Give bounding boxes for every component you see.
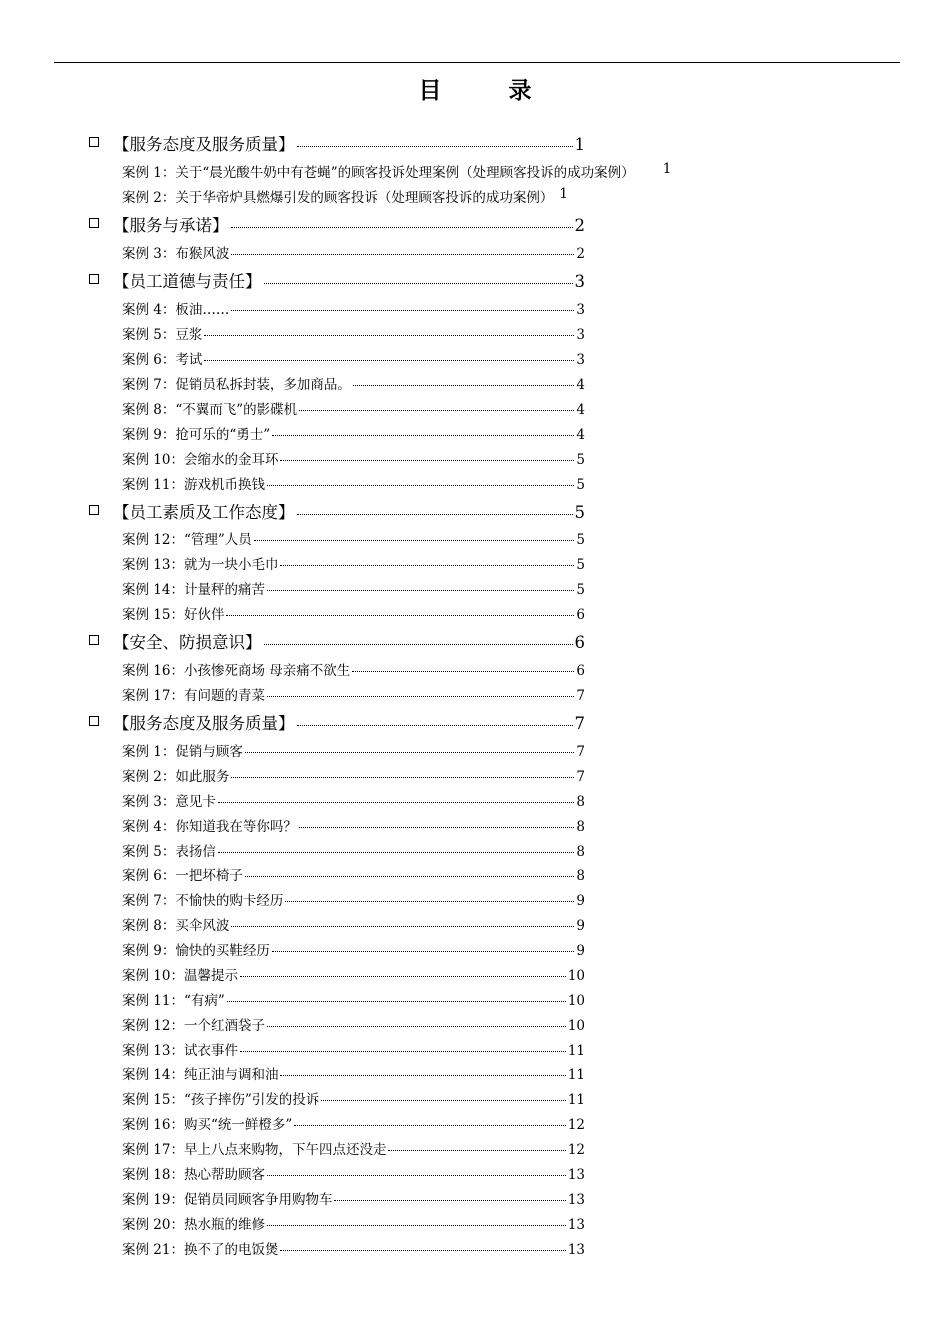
dot-leader	[334, 1200, 565, 1201]
checkbox-bullet-icon	[89, 716, 99, 726]
toc-entry-title: 案例 5：表扬信	[122, 844, 216, 860]
toc-entry-title: 案例 21：换不了的电饭煲	[122, 1242, 279, 1258]
toc-entry-title: 案例 6：一把坏椅子	[122, 868, 243, 884]
checkbox-bullet-icon	[89, 137, 99, 147]
toc-entry-title: 案例 7：不愉快的购卡经历	[122, 893, 284, 909]
toc-page-number: 5	[574, 503, 585, 522]
dot-leader	[353, 385, 575, 386]
dot-leader	[267, 485, 574, 486]
dot-leader	[280, 565, 574, 566]
toc-page-number: 3	[576, 352, 585, 368]
toc-entry-title: 案例 17：有问题的青菜	[122, 688, 265, 704]
toc-entry-title: 案例 11：“有病”	[122, 993, 225, 1009]
toc-entry-title: 案例 1：促销与顾客	[122, 744, 243, 760]
toc-entry-title: 案例 9：愉快的买鞋经历	[122, 943, 270, 959]
toc-section-title: 【安全、防损意识】	[113, 633, 262, 652]
checkbox-bullet-icon	[89, 218, 99, 228]
toc-page-number: 13	[567, 1167, 585, 1183]
toc-page-number: 2	[576, 246, 585, 262]
dot-leader	[264, 644, 573, 645]
toc-page-number: 5	[576, 477, 585, 493]
toc-page-number: 11	[567, 1067, 585, 1083]
dot-leader	[267, 590, 574, 591]
toc-entry-title: 案例 13：试衣事件	[122, 1043, 238, 1059]
toc-entry-title: 案例 14：纯正油与调和油	[122, 1067, 279, 1083]
toc-page-number: 8	[576, 794, 585, 810]
dot-leader	[280, 1250, 565, 1251]
dot-leader	[352, 671, 574, 672]
dot-leader	[297, 146, 573, 147]
toc-page-number: 4	[576, 427, 585, 443]
toc-entry-title: 案例 10：温馨提示	[122, 968, 238, 984]
toc-page-number: 7	[574, 714, 585, 733]
dot-leader	[204, 360, 574, 361]
toc-entry-title: 案例 18：热心帮助顾客	[122, 1167, 265, 1183]
dot-leader	[226, 615, 574, 616]
toc-page-number: 3	[574, 272, 585, 291]
toc-page-number: 11	[567, 1092, 585, 1108]
dot-leader	[267, 1026, 566, 1027]
toc-entry-title: 案例 9：抢可乐的“勇士”	[122, 427, 271, 443]
toc-page-number: 13	[567, 1192, 585, 1208]
dot-leader	[272, 951, 575, 952]
toc-entry-title: 案例 17：早上八点来购物，下午四点还没走	[122, 1142, 387, 1158]
toc-entry-title: 案例 3：意见卡	[122, 794, 216, 810]
dot-leader	[299, 827, 575, 828]
toc-entry-title: 案例 2：关于华帝炉具燃爆引发的顾客投诉（处理顾客投诉的成功案例）	[122, 190, 554, 206]
dot-leader	[272, 435, 574, 436]
toc-page-number: 9	[576, 943, 585, 959]
dot-leader	[204, 335, 574, 336]
toc-entry-title: 案例 16：小孩惨死商场 母亲痛不欲生	[122, 663, 351, 679]
checkbox-bullet-icon	[89, 274, 99, 284]
toc-page-number: 5	[576, 557, 585, 573]
toc-section-title: 【员工素质及工作态度】	[113, 503, 295, 522]
dot-leader	[388, 1150, 565, 1151]
toc-entry-title: 案例 12：一个红酒袋子	[122, 1018, 265, 1034]
dot-leader	[231, 310, 574, 311]
toc-page-number: 7	[576, 688, 585, 704]
toc-page-number: 7	[576, 744, 585, 760]
toc-page-number: 10	[567, 968, 585, 984]
toc-page-number: 8	[576, 819, 585, 835]
toc-page-number: 6	[574, 633, 585, 652]
toc-section-title: 【服务态度及服务质量】	[113, 135, 295, 154]
toc-page-number: 10	[567, 993, 585, 1009]
dot-leader	[267, 696, 574, 697]
toc-page-number: 3	[576, 302, 585, 318]
toc-entry-title: 案例 5：豆浆	[122, 327, 203, 343]
toc-section-title: 【员工道德与责任】	[113, 272, 262, 291]
dot-leader	[231, 254, 574, 255]
page-title: 目 录	[418, 78, 554, 104]
toc-page-number: 1	[559, 186, 568, 202]
dot-leader	[321, 1100, 566, 1101]
toc-entry-title: 案例 2：如此服务	[122, 769, 230, 785]
toc-entry-title: 案例 16：购买“统一鲜橙多”	[122, 1117, 293, 1133]
toc-entry-title: 案例 11：游戏机币换钱	[122, 477, 265, 493]
toc-page-number: 4	[576, 377, 585, 393]
toc-section-title: 【服务与承诺】	[113, 216, 229, 235]
dot-leader	[254, 540, 575, 541]
toc-page-number: 12	[567, 1142, 585, 1158]
toc-entry-title: 案例 6：考试	[122, 352, 203, 368]
header-rule	[54, 62, 900, 63]
dot-leader	[267, 1175, 566, 1176]
toc-page-number: 5	[576, 532, 585, 548]
toc-page-number: 1	[662, 161, 672, 177]
toc-page-number: 2	[574, 216, 585, 235]
toc-entry-title: 案例 19：促销员同顾客争用购物车	[122, 1192, 333, 1208]
toc-page-number: 12	[567, 1117, 585, 1133]
dot-leader	[267, 1225, 566, 1226]
toc-entry-title: 案例 4：板油……	[122, 302, 230, 318]
toc-entry-title: 案例 20：热水瓶的维修	[122, 1217, 265, 1233]
dot-leader	[280, 460, 574, 461]
toc-entry-title: 案例 12：“管理”人员	[122, 532, 252, 548]
dot-leader	[240, 976, 566, 977]
toc-page-number: 3	[576, 327, 585, 343]
toc-entry-title: 案例 4：你知道我在等你吗？	[122, 819, 297, 835]
toc-entry-title: 案例 1：关于“晨光酸牛奶中有苍蝇”的顾客投诉处理案例（处理顾客投诉的成功案例）	[122, 165, 635, 181]
dot-leader	[231, 777, 574, 778]
dot-leader	[231, 227, 573, 228]
toc-entry-title: 案例 7：促销员私拆封装，多加商品。	[122, 377, 351, 393]
toc-page-number: 1	[574, 135, 585, 154]
dot-leader	[280, 1075, 565, 1076]
toc-page-number: 6	[576, 663, 585, 679]
dot-leader	[264, 283, 573, 284]
toc-page-number: 5	[576, 582, 585, 598]
toc-page-number: 11	[567, 1043, 585, 1059]
toc-page-number: 13	[567, 1217, 585, 1233]
toc-page-number: 13	[567, 1242, 585, 1258]
toc-page-number: 9	[576, 893, 585, 909]
toc-page-number: 8	[576, 868, 585, 884]
dot-leader	[240, 1051, 566, 1052]
dot-leader	[297, 514, 573, 515]
dot-leader	[227, 1001, 566, 1002]
toc-section-title: 【服务态度及服务质量】	[113, 714, 295, 733]
toc-page-number: 9	[576, 918, 585, 934]
toc-page-number: 8	[576, 844, 585, 860]
toc-page-number: 4	[576, 402, 585, 418]
dot-leader	[218, 802, 575, 803]
toc-entry-title: 案例 10：会缩水的金耳环	[122, 452, 279, 468]
dot-leader	[297, 725, 573, 726]
toc-page-number: 5	[576, 452, 585, 468]
dot-leader	[218, 852, 575, 853]
checkbox-bullet-icon	[89, 635, 99, 645]
dot-leader	[299, 410, 574, 411]
toc-entry-title: 案例 15：“孩子摔伤”引发的投诉	[122, 1092, 320, 1108]
dot-leader	[294, 1125, 566, 1126]
toc-entry-title: 案例 8：买伞风波	[122, 918, 230, 934]
toc-page-number: 10	[567, 1018, 585, 1034]
toc-entry-title: 案例 3：布猴风波	[122, 246, 230, 262]
toc-page-number: 7	[576, 769, 585, 785]
checkbox-bullet-icon	[89, 505, 99, 515]
toc-entry-title: 案例 13：就为一块小毛巾	[122, 557, 279, 573]
toc-entry-title: 案例 8：“不翼而飞”的影碟机	[122, 402, 298, 418]
dot-leader	[245, 752, 575, 753]
toc-entry-title: 案例 14：计量秤的痛苦	[122, 582, 265, 598]
dot-leader	[231, 926, 574, 927]
dot-leader	[285, 901, 574, 902]
dot-leader	[245, 876, 575, 877]
toc-page-number: 6	[576, 607, 585, 623]
toc-entry-title: 案例 15：好伙伴	[122, 607, 225, 623]
